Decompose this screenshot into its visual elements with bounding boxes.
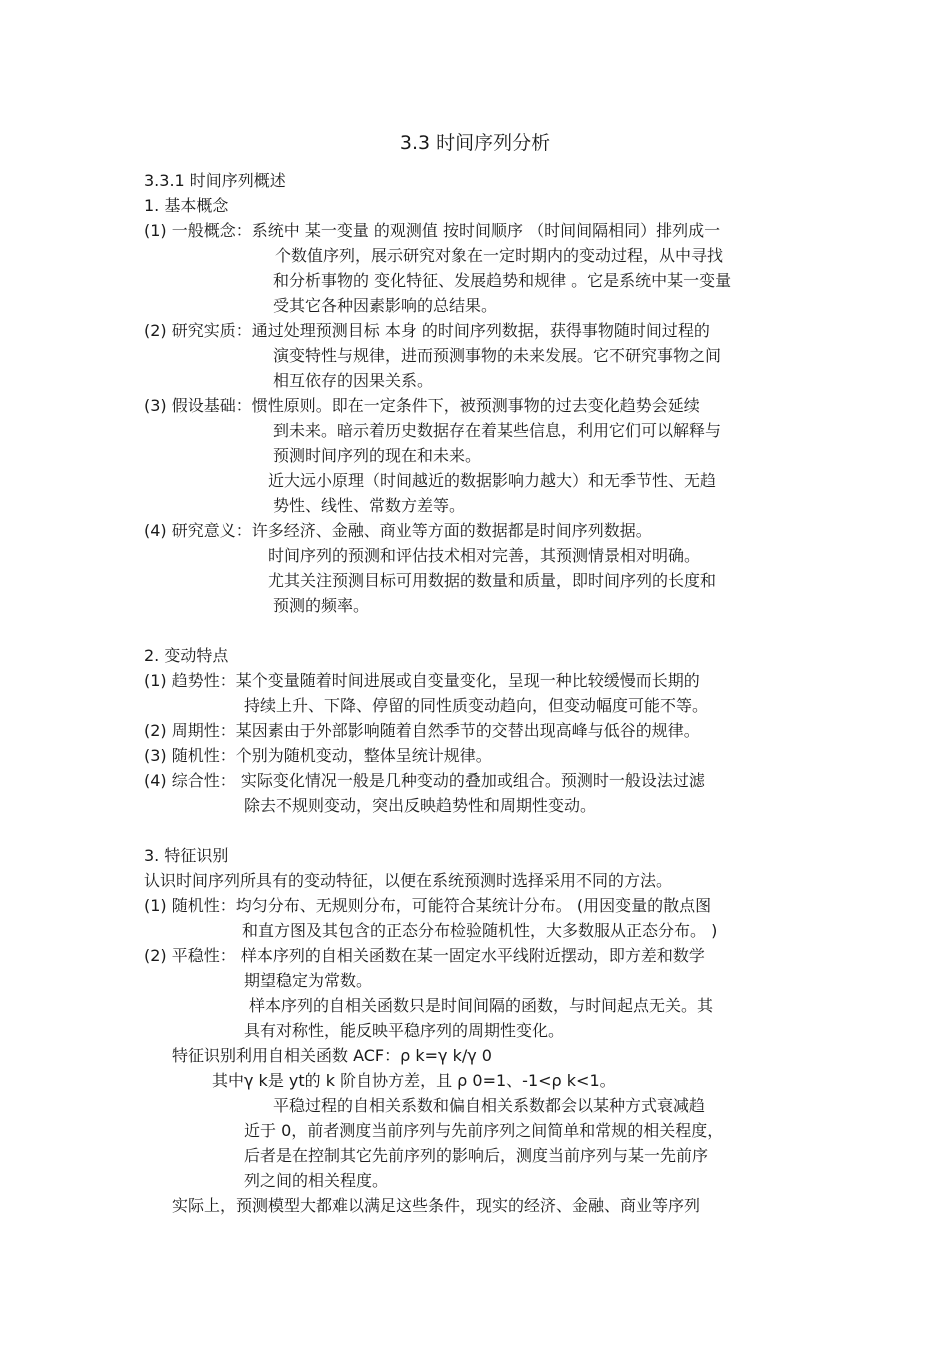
text-line: 和直方图及其包含的正态分布检验随机性，大多数服从正态分布。 ) [242,921,718,940]
text-line: 受其它各种因素影响的总结果。 [273,296,498,315]
text-line: (2) 研究实质：通过处理预测目标 本身 的时间序列数据，获得事物随时间过程的 [144,321,710,340]
page-title: 3.3 时间序列分析 [399,132,551,154]
text-line: 特征识别利用自相关函数 ACF：ρ k=γ k/γ 0 [172,1046,492,1065]
text-line: (4) 综合性： 实际变化情况一般是几种变动的叠加或组合。预测时一般设法过滤 [144,771,705,790]
text-line: 3.3.1 时间序列概述 [144,171,286,190]
text-line: 近大远小原理（时间越近的数据影响力越大）和无季节性、无趋 [268,471,717,490]
text-line: 期望稳定为常数。 [244,971,373,990]
text-line: 实际上，预测模型大都难以满足这些条件，现实的经济、金融、商业等序列 [172,1196,701,1215]
text-line: 势性、线性、常数方差等。 [273,496,466,515]
text-line: 时间序列的预测和评估技术相对完善，其预测情景相对明确。 [268,546,701,565]
text-line: 预测时间序列的现在和未来。 [273,446,482,465]
text-line: (2) 周期性：某因素由于外部影响随着自然季节的交替出现高峰与低谷的规律。 [144,721,700,740]
text-line: 预测的频率。 [273,596,370,615]
text-line: 2. 变动特点 [144,646,229,665]
text-line: (2) 平稳性： 样本序列的自相关函数在某一固定水平线附近摆动，即方差和数学 [144,946,705,965]
text-line: 样本序列的自相关函数只是时间间隔的函数，与时间起点无关。其 [249,996,714,1015]
text-line: 和分析事物的 变化特征、发展趋势和规律 。它是系统中某一变量 [273,271,732,290]
text-line: (3) 随机性：个别为随机变动，整体呈统计规律。 [144,746,492,765]
text-line: (1) 一般概念：系统中 某一变量 的观测值 按时间顺序 （时间间隔相同）排列成一 [144,221,721,240]
text-line: (1) 趋势性：某个变量随着时间进展或自变量变化，呈现一种比较缓慢而长期的 [144,671,700,690]
text-line: (1) 随机性：均匀分布、无规则分布，可能符合某统计分布。 (用因变量的散点图 [144,896,712,915]
text-line: 认识时间序列所具有的变动特征，以便在系统预测时选择采用不同的方法。 [144,871,673,890]
text-line: 平稳过程的自相关系数和偏自相关系数都会以某种方式衰减趋 [273,1096,706,1115]
text-line: 相互依存的因果关系。 [273,371,434,390]
text-line: 1. 基本概念 [144,196,229,215]
text-line: 除去不规则变动，突出反映趋势性和周期性变动。 [244,796,597,815]
text-line: 其中γ k是 yt的 k 阶自协方差，且 ρ 0=1、-1<ρ k<1。 [212,1071,616,1090]
text-line: 列之间的相关程度。 [244,1171,389,1190]
text-line: (4) 研究意义：许多经济、金融、商业等方面的数据都是时间序列数据。 [144,521,652,540]
text-line: 到未来。暗示着历史数据存在着某些信息，利用它们可以解释与 [273,421,722,440]
text-line: 个数值序列，展示研究对象在一定时期内的变动过程，从中寻找 [275,246,724,265]
text-line: 演变特性与规律，进而预测事物的未来发展。它不研究事物之间 [273,346,722,365]
text-line: 近于 0，前者测度当前序列与先前序列之间简单和常规的相关程度， [244,1121,724,1140]
text-line: (3) 假设基础：惯性原则。即在一定条件下，被预测事物的过去变化趋势会延续 [144,396,700,415]
text-line: 具有对称性，能反映平稳序列的周期性变化。 [244,1021,565,1040]
text-line: 尤其关注预测目标可用数据的数量和质量，即时间序列的长度和 [268,571,717,590]
text-line: 后者是在控制其它先前序列的影响后，测度当前序列与某一先前序 [244,1146,709,1165]
text-line: 持续上升、下降、停留的同性质变动趋向，但变动幅度可能不等。 [244,696,709,715]
text-line: 3. 特征识别 [144,846,229,865]
